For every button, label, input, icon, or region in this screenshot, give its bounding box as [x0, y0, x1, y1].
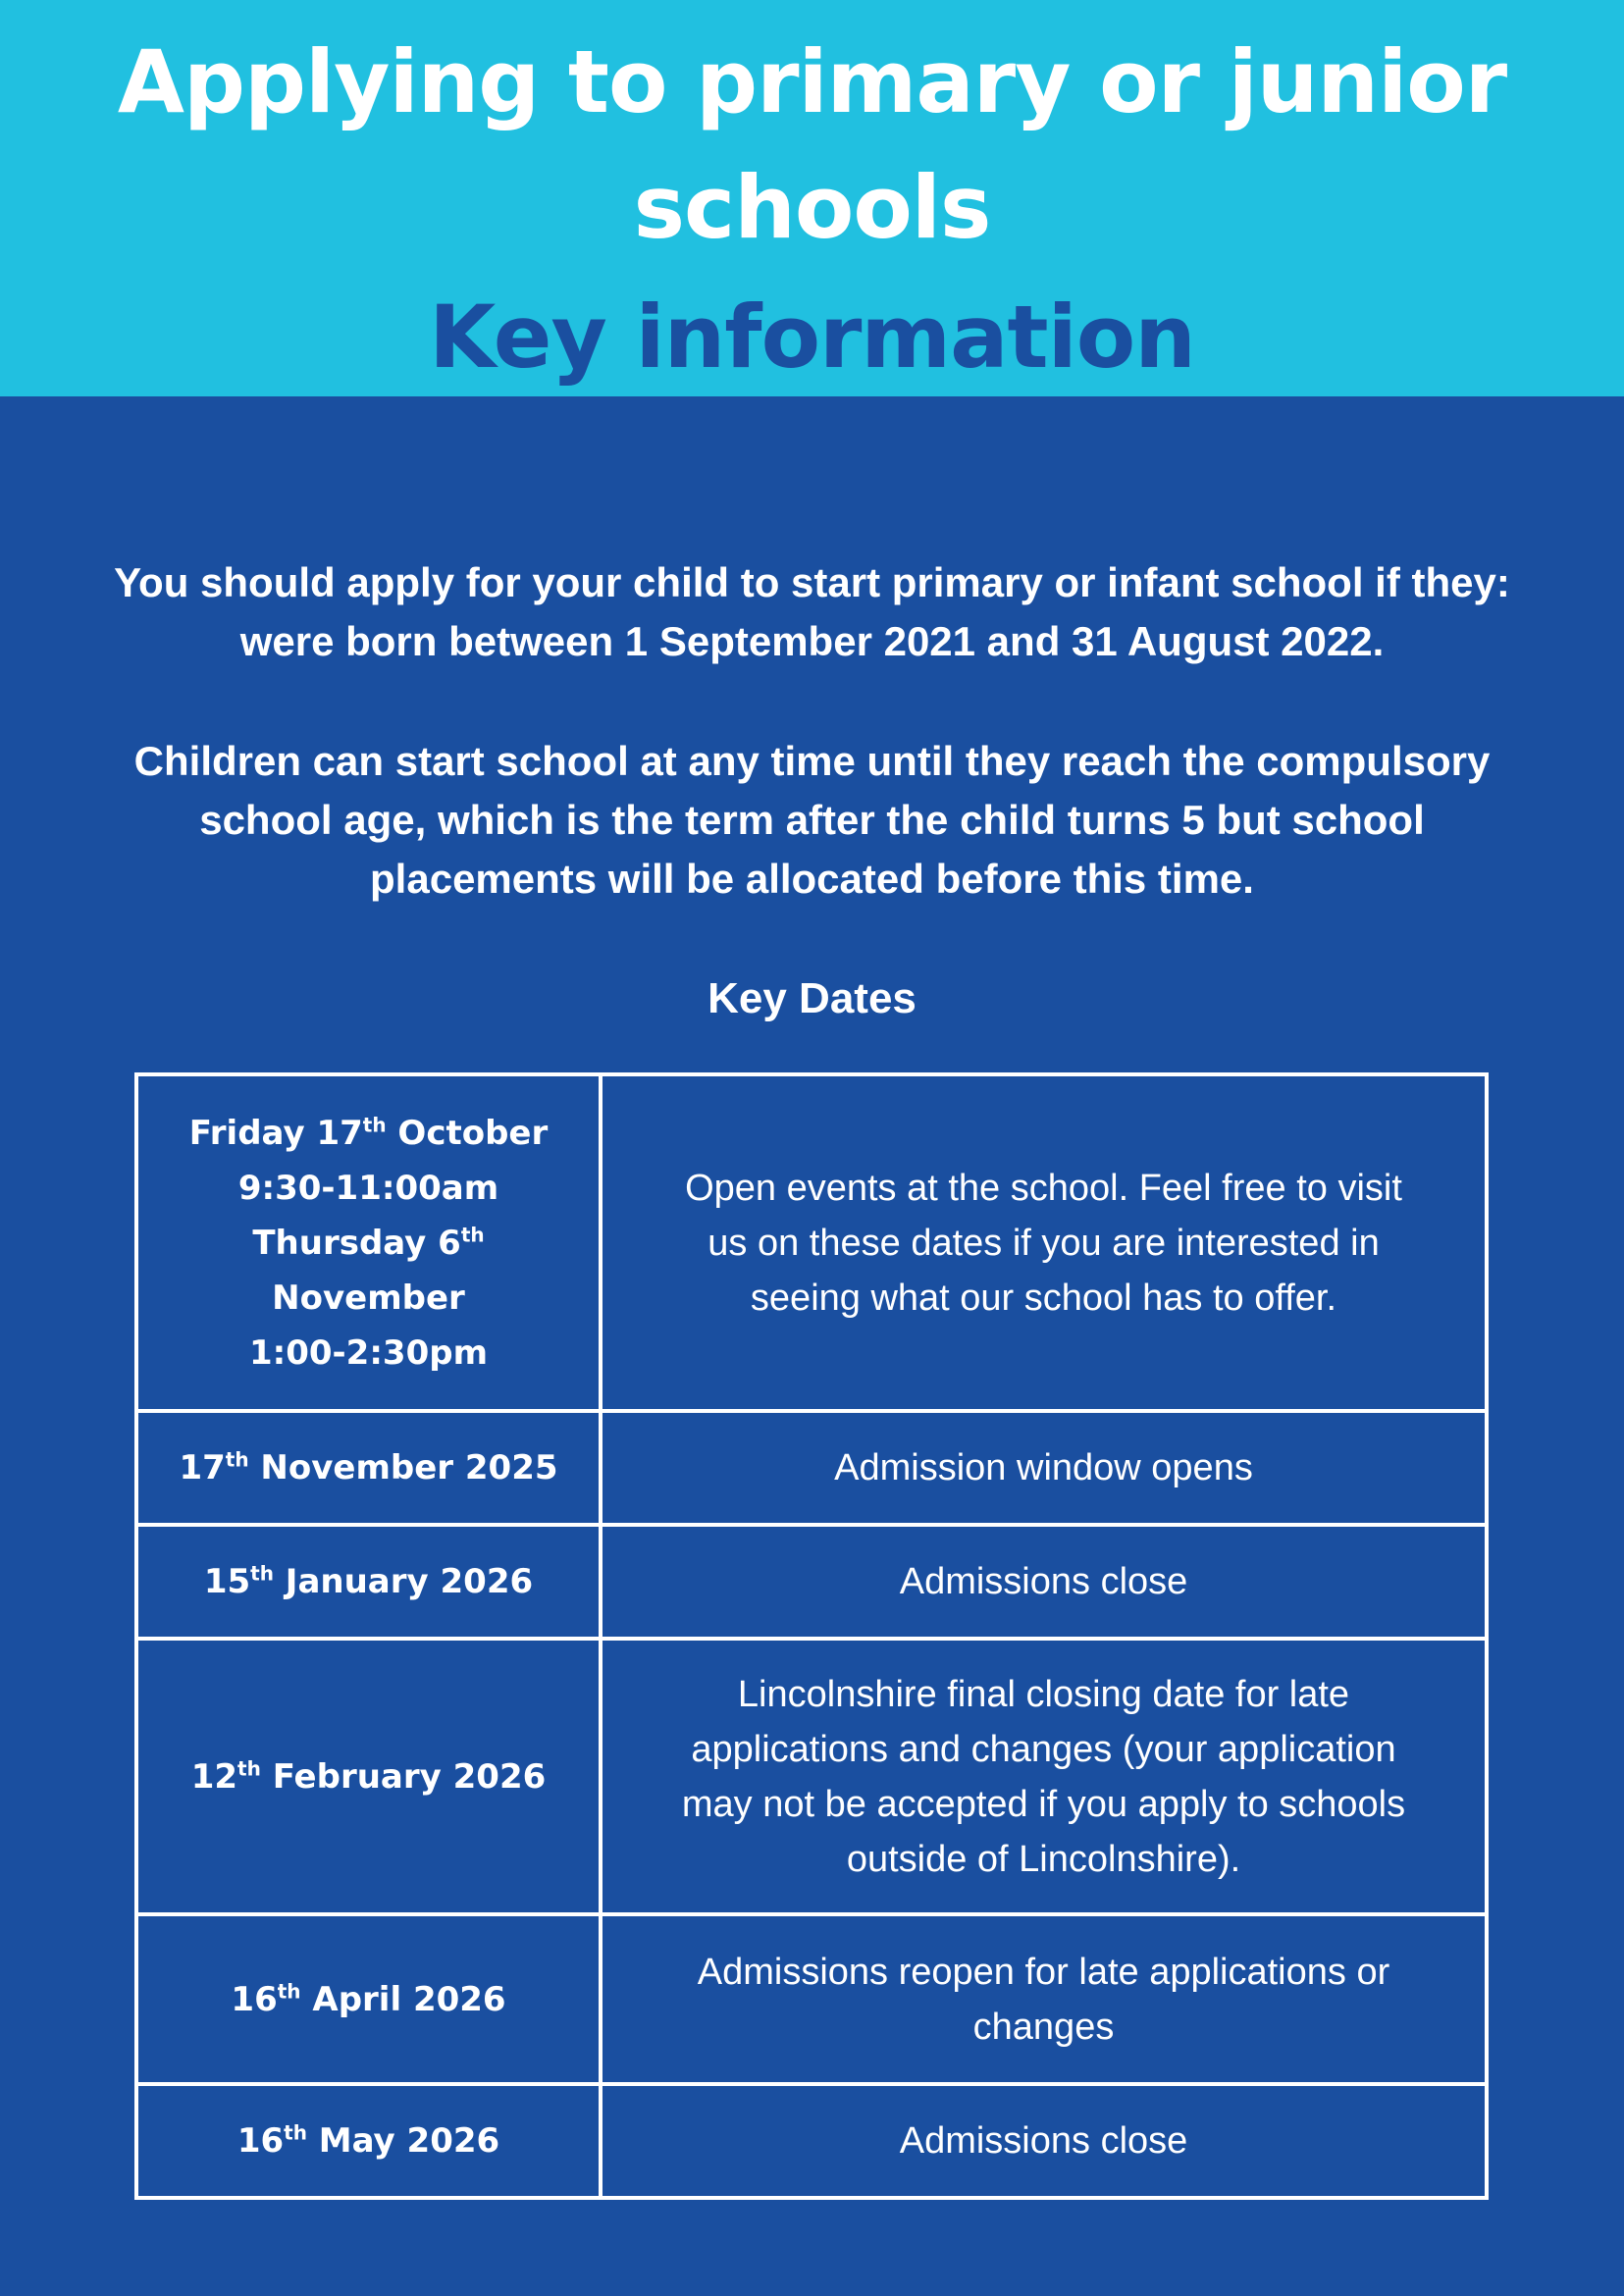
date-cell — [136, 1411, 601, 1525]
date-text: May 2026 — [306, 2121, 500, 2161]
date-cell — [136, 1525, 601, 1639]
description-cell — [601, 2084, 1487, 2198]
description-line: Admissions close — [899, 1561, 1188, 1602]
table-row — [136, 1525, 1487, 1639]
key-dates-table — [134, 1072, 1489, 2200]
date-text: 1:00-2:30pm — [248, 1332, 488, 1373]
date-text: January 2026 — [273, 1562, 534, 1601]
date-text: 16 — [236, 2121, 285, 2161]
key-dates-heading: Key Dates — [707, 974, 917, 1022]
date-text: October — [386, 1113, 549, 1153]
ordinal-suffix: th — [225, 1447, 249, 1472]
date-text: Thursday 6 — [252, 1223, 461, 1263]
date-line — [154, 1106, 583, 1161]
description-line: us on these dates if you are interested in — [707, 1222, 1380, 1264]
ordinal-suffix: th — [250, 1561, 274, 1586]
page-subtitle: Key information — [429, 287, 1195, 388]
date-cell — [136, 1639, 601, 1914]
description-cell — [601, 1411, 1487, 1525]
description-line: Open events at the school. Feel free to visit — [685, 1167, 1402, 1209]
ordinal-suffix: th — [362, 1113, 387, 1137]
description-line: Admission window opens — [834, 1447, 1253, 1488]
date-text: April 2026 — [300, 1979, 506, 2019]
description-line: changes — [972, 2006, 1115, 2048]
description-cell — [601, 1639, 1487, 1914]
description-cell — [601, 1914, 1487, 2084]
date-line — [154, 1216, 583, 1271]
date-text: 9:30-11:00am — [237, 1168, 499, 1208]
table-row — [136, 1074, 1487, 1411]
date-line — [154, 1440, 583, 1495]
description-line: may not be accepted if you apply to schools — [681, 1783, 1406, 1825]
date-text: 16 — [231, 1979, 278, 2019]
description-cell — [601, 1074, 1487, 1411]
description-line: seeing what our school has to offer. — [750, 1277, 1337, 1319]
description-line: Admissions close — [899, 2120, 1188, 2162]
table-row — [136, 1411, 1487, 1525]
description-line: applications and changes (your application — [691, 1728, 1396, 1770]
date-cell — [136, 2084, 601, 2198]
date-text: 17 — [179, 1448, 226, 1487]
compulsory-age-line: placements will be allocated before this time. — [370, 856, 1254, 902]
date-line — [154, 2113, 583, 2168]
compulsory-age-paragraph — [0, 732, 1624, 909]
date-text: Friday 17 — [188, 1113, 363, 1153]
date-line — [154, 1972, 583, 2027]
compulsory-age-line: school age, which is the term after the child turns 5 but school — [199, 797, 1425, 843]
page-title-line-1: Applying to primary or junior — [117, 31, 1507, 132]
date-text: February 2026 — [260, 1756, 547, 1797]
ordinal-suffix: th — [284, 2120, 307, 2145]
eligibility-paragraph — [0, 553, 1624, 671]
ordinal-suffix: th — [460, 1223, 485, 1247]
description-cell — [601, 1525, 1487, 1639]
page-title-line-2: schools — [633, 157, 991, 258]
compulsory-age-line: Children can start school at any time until they reach the compulsory — [133, 738, 1491, 784]
date-line — [154, 1271, 583, 1326]
date-text: November — [272, 1278, 465, 1318]
date-text: 12 — [190, 1756, 238, 1797]
description-line: Lincolnshire final closing date for late — [737, 1673, 1350, 1715]
description-line: outside of Lincolnshire). — [846, 1838, 1241, 1880]
table-row — [136, 1639, 1487, 1914]
ordinal-suffix: th — [277, 1979, 301, 2004]
date-text: 15 — [203, 1562, 251, 1601]
table-row — [136, 2084, 1487, 2198]
date-text: November 2025 — [248, 1448, 558, 1487]
header-banner — [0, 0, 1624, 396]
date-line — [154, 1161, 583, 1216]
date-line — [154, 1749, 583, 1804]
eligibility-line: were born between 1 September 2021 and 31 August 2022. — [239, 618, 1385, 664]
date-line — [154, 1326, 583, 1381]
ordinal-suffix: th — [237, 1756, 261, 1781]
date-cell — [136, 1074, 601, 1411]
date-cell — [136, 1914, 601, 2084]
description-line: Admissions reopen for late applications or — [697, 1951, 1390, 1993]
date-line — [154, 1554, 583, 1609]
table-row — [136, 1914, 1487, 2084]
eligibility-line: You should apply for your child to start primary or infant school if they: — [114, 559, 1510, 605]
